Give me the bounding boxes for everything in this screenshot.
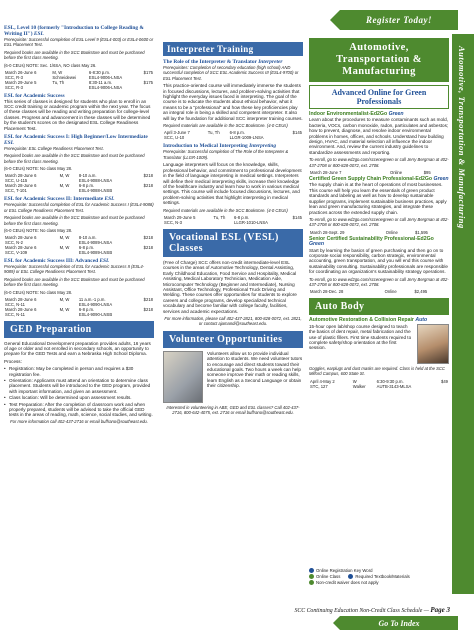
schedule-row (309, 384, 449, 389)
ged-contact: For more information call 402-437-2716 or email buffrano@southeast.edu. (10, 418, 148, 424)
column-right (309, 38, 449, 391)
esl-int-course: (6-0 CEUs) NOTE: No class May 28. (4, 227, 73, 233)
vesl-body: (Free of Charge) SCC offers non-credit intermediate-level ESL courses in the areas of Automotive Technology, Dental Assisting, Early Childhood Education, Food Service and Hospitality, Medical Assisting, Medical Laboratory Technician, Medication Aide, Microcomputer Technology (Beginner and Intermediate), Nursing Assistant, Office Technology, Professional Truck Driving and Welding. These courses offer opportunities for students to explore careers and college programs, develop specialized technical vocabulary and become familiar with college faculty, facilities, services and academic expectations. (163, 259, 297, 314)
volunteer-contact: Interested in volunteering in ABE, GED and ESL classes? Call 402-437-2716, 800-642-4075, ext. 2716 or email buffrano@southeast.edu. (166, 404, 300, 416)
schedule-cell: 6-8 p.m. (78, 306, 95, 312)
role-note: Required materials are available in the SCC Bookstore. (4-0 CEUs) (163, 123, 288, 129)
esl-level10-note: Required books are available in the SCC Bookstore and must be purchased before the first class meeting. (4, 49, 145, 61)
volunteer-photo (163, 351, 203, 403)
esl-beg-course: (6-0 CEUs) NOTE: No class May 28. (4, 166, 73, 172)
schedule-cell: 6-8:30 p.m. (88, 69, 111, 75)
role-schedule (163, 130, 303, 140)
schedule-cell (138, 85, 154, 90)
schedule-cell (444, 170, 449, 175)
textbook-icon (348, 574, 353, 579)
column-left (4, 22, 154, 426)
advanced-online-header: Advanced Online for Green Professionals (309, 85, 449, 109)
esl-adv-title: ESL for Academic Success III: Advanced ESL (4, 257, 110, 264)
schedule-cell: $145 (292, 214, 302, 220)
schedule-cell: SCC, N-2 (5, 239, 23, 245)
schedule-cell (435, 384, 449, 389)
schedule-cell: 11 a.m.-1 p.m. (78, 296, 106, 302)
senior-enroll: To enroll, go to www.ed2go.com/sccenegreen or call Jerry Bergman at 402-437-2708 or 800-828-0072, ext. 2708. (309, 276, 449, 287)
schedule-cell: March 28-June 6 (5, 173, 37, 179)
go-to-index-button[interactable]: Go To Index (340, 616, 458, 630)
schedule-cell: SCC, N-3 (164, 219, 182, 225)
schedule-cell: Online (384, 289, 397, 295)
schedule-cell: M, W (59, 183, 70, 189)
senior-title: Senior Certified Sustainability Professional-Ed2Go Green (309, 235, 434, 248)
medical-body: Language interpreters will focus on the knowledge, skills, professional behavior, and commitment to professional development in the field of language interpreting in medical settings. Interpreters will define their medical interpreting skills, increase their knowledge of the healthcare industry and learn how to work in various medical settings. This course will include focused discussions, lectures, and problem-solving activities that highlight interpreting in medical settings. (163, 162, 302, 206)
schedule-cell: M, W (59, 173, 70, 179)
schedule-cell: ESL4-9089-LNSA (78, 239, 113, 245)
schedule-cell: 6-8 p.m. (229, 130, 245, 136)
side-section-tab (452, 34, 474, 594)
indoor-enroll: To enroll, go to www.ed2go.com/sccenegreen or call Jerry Bergman at 402-437-2708 or 800-828-0072, ext. 2708. (309, 157, 449, 168)
schedule-cell (285, 135, 303, 140)
schedule-cell: SCC, U-10 (164, 135, 185, 141)
restore-body: 15-hour open lab/shop course designed to teach the basics of dent repair, metal fabrication and the use of plastic fillers. First time students required to complete safety/shop orientation at the first session. (309, 323, 412, 351)
schedule-cell: Walker (352, 383, 366, 389)
autobody-photo (417, 324, 449, 364)
automotive-title-box: Automotive, Transportation & Manufacturing (309, 38, 449, 82)
schedule-cell: March 28-June 6 (5, 296, 37, 302)
esl-int-schedule (4, 235, 154, 255)
schedule-cell: W (352, 378, 357, 384)
schedule-cell: $95 (423, 170, 431, 176)
schedule-cell: 8-10 a.m. (78, 173, 97, 179)
schedule-cell: ESL4-9006-LNSA (88, 84, 123, 90)
medical-note: Required materials are available in the SCC Bookstore. (4-0 CEUs) (163, 207, 288, 213)
esl-level10-course: (6-0 CEUs) NOTE: Sec. 1/6SA, NO class May 26. (4, 62, 97, 68)
schedule-cell: $218 (143, 183, 153, 189)
medical-schedule (163, 215, 303, 225)
schedule-cell (445, 289, 449, 294)
schedule-row (4, 85, 154, 90)
schedule-row (163, 220, 303, 225)
schedule-cell: SCC, R-3 (5, 84, 23, 90)
schedule-cell: M, W (59, 244, 70, 250)
schedule-cell: $145 (292, 130, 302, 136)
schedule-cell: $218 (143, 234, 153, 240)
schedule-cell: March 28-Sept. 29 (310, 229, 345, 235)
esl-int-note: Required books are available in the SCC Bookstore and must be purchased before the first class meeting. (4, 215, 145, 226)
schedule-cell: $2,495 (414, 289, 428, 295)
schedule-cell: $218 (143, 296, 153, 302)
schedule-cell: ESL4-9090-LNSA (78, 301, 113, 307)
schedule-cell: Tu, Th (213, 214, 226, 220)
indoor-schedule (309, 170, 449, 175)
schedule-cell: SCC, N-11 (5, 311, 25, 317)
schedule-cell: March 29-June 5 (5, 79, 37, 85)
schedule-cell: ESL4-9089-LNSB (78, 249, 113, 255)
esl-beg-schedule (4, 173, 154, 193)
esl-level10-prereq: Prerequisite: Successful completion of ESL Level 9 (ESL4-003) or ESL4-0600 or ESL Placement Test. (4, 37, 154, 48)
schedule-cell (59, 250, 78, 255)
schedule-cell: $218 (143, 244, 153, 250)
esl-int-title: ESL for Academic Success II: Intermediate ESL (4, 196, 115, 203)
schedule-cell: ESL4-9090-LNSB (78, 311, 113, 317)
schedule-row (163, 135, 303, 140)
schedule-cell: April 4-May 2 (310, 378, 335, 384)
schedule-cell: 6-8 p.m. (78, 183, 95, 189)
schedule-cell: AUTB-3143-MLSA (376, 383, 412, 389)
esl-adv-course: (6-0 CEUs) NOTE: No class May 28. (4, 289, 73, 295)
schedule-row (309, 289, 449, 294)
schedule-cell: March 28-June 6 (5, 234, 37, 240)
schedule-cell: SCC, T-101 (5, 188, 27, 194)
supply-schedule (309, 230, 449, 235)
schedule-cell: $218 (143, 173, 153, 179)
interpreter-section-header: Interpreter Training (163, 42, 303, 56)
esl-adv-note: Required books are available in the SCC Bookstore and must be purchased before the first class meeting. (4, 276, 145, 288)
esl-academic-title: ESL for Academic Success (4, 92, 65, 99)
restore-title: Automotive Restoration & Collision Repair Auto (309, 317, 428, 324)
schedule-cell (135, 188, 154, 193)
vesl-contact: For more information, please call 402-437-2821, 800-828-0072, ext. 2821, or contact ajamandi@southeast.edu. (164, 316, 302, 327)
ged-intro: General Educational Development preparation provides adults, 16 years of age or older and not enrolled in secondary schools, an opportunity to prepare for the GED Tests and earn a Nebraska High School Diploma. (4, 340, 151, 357)
schedule-cell: M, W (59, 234, 70, 240)
side-tab-label: Automotive, Transportation & Manufacturing (457, 46, 467, 229)
schedule-cell (59, 312, 78, 317)
schedule-cell: LLGR-1010-LNSA (233, 219, 268, 225)
esl-int-prereq: Prerequisite: Successful completion of ESL for Academic Success I (ESL4-9088) or ESL College Readiness Placement Test. (4, 202, 154, 213)
schedule-cell (212, 220, 233, 225)
esl-beg-title: ESL for Academic Success I: High Beginner/Low Intermediate ESL (4, 134, 148, 147)
role-body: This practice-oriented course will immediately immerse the students in focused discussions, lectures, and problem-solving activities that highlight the everyday issues faced in interpreting. The goal of the course is to educate the students about ethical behavior, what it means to be a "professional" and how these key proficiencies play an integral role in being a skilled and competent interpreter. It also will lay the foundation for additional SCC interpreter training courses. (163, 83, 303, 121)
list-item: • Test Preparation: After the completion of classroom work and when properly prepared, students will be advised to take the official GED tests in the areas of reading, math, science, social studies, and writing. (9, 402, 154, 418)
schedule-cell: $175 (143, 69, 153, 75)
senior-body: Start by learning the basics of green purchasing and then go on to corporate social responsibility, carbon strategic, environmental accounting, green transportation, and you will end this course with sustainability consulting. Sustainability professionals are responsible for coordinating an organization's sustainability strategy operations. (309, 247, 448, 275)
role-title: The Role of the Interpreter & Translator Interpreter (163, 59, 283, 65)
keyword-icon (309, 568, 314, 573)
schedule-cell: Online (385, 229, 398, 235)
schedule-cell (59, 188, 78, 193)
list-item: • Class location: Will be determined upon assessment results. (9, 395, 154, 400)
schedule-cell (286, 220, 303, 225)
schedule-cell: March 29-June 5 (164, 214, 196, 220)
indoor-body: Learn about the procedures to measure contaminants such as mold, bacteria, VOCs, carbon monoxide, radon, particulates and asbestos; how to prevent, diagnose, and resolve indoor environmental problems in homes, offices, and schools. Understand how building design, HVAC, and material selection all influence the indoor environment. And, review the current industry guidelines to standardize assessments and reporting. (309, 117, 449, 155)
schedule-cell: March 28-June 6 (5, 183, 37, 189)
schedule-row (4, 188, 154, 193)
schedule-cell: 6-8 p.m. (233, 214, 250, 220)
schedule-cell: $1,595 (415, 229, 428, 235)
schedule-cell: March 28-June 7 (310, 170, 342, 176)
schedule-cell: 6-8 p.m. (78, 244, 95, 250)
schedule-cell: ESL4-9088-LNSB (78, 188, 113, 194)
volunteer-section-header: Volunteer Opportunities (163, 331, 303, 348)
schedule-cell (445, 230, 449, 235)
esl-beg-note: Required books are available in the SCC Bookstore and must be purchased before the first class meeting. (4, 153, 145, 164)
ged-process-list (4, 366, 154, 418)
schedule-row (309, 230, 449, 235)
schedule-cell (207, 135, 229, 140)
schedule-cell (135, 250, 154, 255)
schedule-cell: Schneidewei (52, 74, 77, 80)
senior-schedule (309, 289, 449, 294)
schedule-row (4, 250, 154, 255)
list-item: • Registration: May be completed in person and requires a $30 registration fee. (9, 366, 154, 377)
esl-level10-schedule (4, 70, 154, 90)
schedule-cell: $49 (441, 378, 448, 384)
schedule-row (4, 312, 154, 317)
role-prereq: Prerequisites: Completion of secondary education (high school) AND successful completion of SCC ESL Academic Success III (ESL4-9700) or ESL Placement Test. (163, 65, 299, 81)
column-middle (163, 38, 303, 418)
schedule-cell: SCC, N-11 (5, 301, 25, 307)
schedule-cell: 6:30-9:30 p.m. (376, 378, 404, 384)
schedule-cell: March 28-Dec. 28 (310, 289, 344, 295)
schedule-cell: Tu, Th (207, 130, 220, 136)
esl-adv-prereq: Prerequisite: Successful completion of ESL for Academic Success II (ESL4-9089) or ESL College Readiness Placement Test. (4, 263, 145, 275)
page-footer: SCC Continuing Education Non-Credit Class Schedule — Page 3 (294, 606, 450, 614)
schedule-cell: Tu, Th (52, 79, 65, 85)
list-item: • Orientation: Applicants must attend an orientation to determine class placement. Students will be introduced to the GED program, provided with important information, and given an assessment. (9, 378, 154, 394)
supply-body: The supply chain is at the heart of operations of most businesses. This course will help you learn the essentials of green product standards and labeling as well as how to develop sustainable supplier programs, implement sustainable business practices, apply lean and green manufacturing strategies, and integrate these practices across the extended supply chain. (309, 182, 447, 215)
schedule-cell (51, 85, 88, 90)
schedule-cell: LLGR-1009-LNSA (229, 135, 264, 141)
schedule-cell: M, W (52, 69, 63, 75)
esl-level10-title: ESL, Level 10 (formerly "Introduction to College Reading & Writing II") ESL (4, 25, 144, 37)
schedule-cell: SCC, V-109 (5, 249, 28, 255)
schedule-cell: March 28-June 6 (5, 244, 37, 250)
schedule-cell: April 3-June 7 (164, 130, 190, 136)
schedule-cell: ESL4-9088-LNSA (78, 178, 113, 184)
restore-gear: Goggles, earplugs and dust masks are required. Class is held at the SCC Milford Campus, 600 State St. (309, 365, 445, 377)
volunteer-body: Volunteers allow us to provide individual attention to students. We need volunteer tutors to encourage and direct students toward their educational goals. Two hours a week can help someone improve their math or reading skills, learn English as a Second Language or obtain their citizenship. (207, 350, 303, 389)
schedule-cell: March 26-June 6 (5, 69, 37, 75)
schedule-cell: $175 (143, 79, 153, 85)
schedule-cell (135, 312, 154, 317)
esl-adv-schedule (4, 297, 154, 317)
indoor-title: Indoor Environmentalist-Ed2Go Green (309, 111, 404, 117)
waiver-icon (309, 580, 314, 585)
ged-process-label: Process: (4, 358, 22, 364)
online-class-icon (309, 574, 314, 579)
esl-beg-prereq: Prerequisite: ESL College Readiness Placement Test. (4, 146, 104, 152)
schedule-cell: March 28-June 6 (5, 306, 37, 312)
schedule-cell: ESL4-9006-LNSA (88, 74, 123, 80)
register-today-button[interactable]: Register Today! (340, 10, 458, 30)
schedule-cell: Online (389, 170, 403, 176)
schedule-cell: $218 (143, 306, 153, 312)
supply-title: Certified Green Supply Chain Professional-Ed2Go Green (309, 176, 449, 183)
schedule-cell: SCC, U-115 (5, 178, 28, 184)
medical-title: Introduction to Medical Interpreting Interpreting (163, 143, 277, 150)
autobody-section-header: Auto Body (309, 298, 449, 315)
vesl-section-header: Vocational ESL (VESL) Classes (163, 229, 303, 257)
supply-enroll: To enroll, go to www.ed2go.com/sccenegreen or call Jerry Bergman at 402-437-2708 or 800-828-0072, ext. 2708. (309, 216, 449, 228)
ged-section-header: GED Preparation (4, 321, 154, 338)
icon-legend: Online Registration Key Word Online Class Required Textbook/Materials Non-credit waiver does not apply (309, 568, 449, 586)
schedule-cell: M, W (59, 306, 70, 312)
schedule-cell: 8-10 a.m. (78, 234, 97, 240)
schedule-cell: 8:30-11 a.m. (88, 79, 113, 85)
schedule-cell: M, W (59, 296, 70, 302)
medical-prereq: Prerequisite: Successful completion of The Role of the Interpreter & Translator (LLGR-1009). (163, 149, 289, 160)
schedule-row (309, 170, 449, 175)
schedule-cell: SCC, R-3 (5, 74, 23, 80)
schedule-cell: STC, 127 (310, 383, 328, 389)
esl-academic-body: This series of classes is designed for students who plan to enroll in an SCC credit training or academic program within the next year. The focus of these classes will be reading and writing preparation for college-level classes. Progress and advancement in these classes will be determined by the student's scores on the designated ESL College Readiness Placement Test. (4, 98, 151, 131)
restore-schedule (309, 379, 449, 389)
